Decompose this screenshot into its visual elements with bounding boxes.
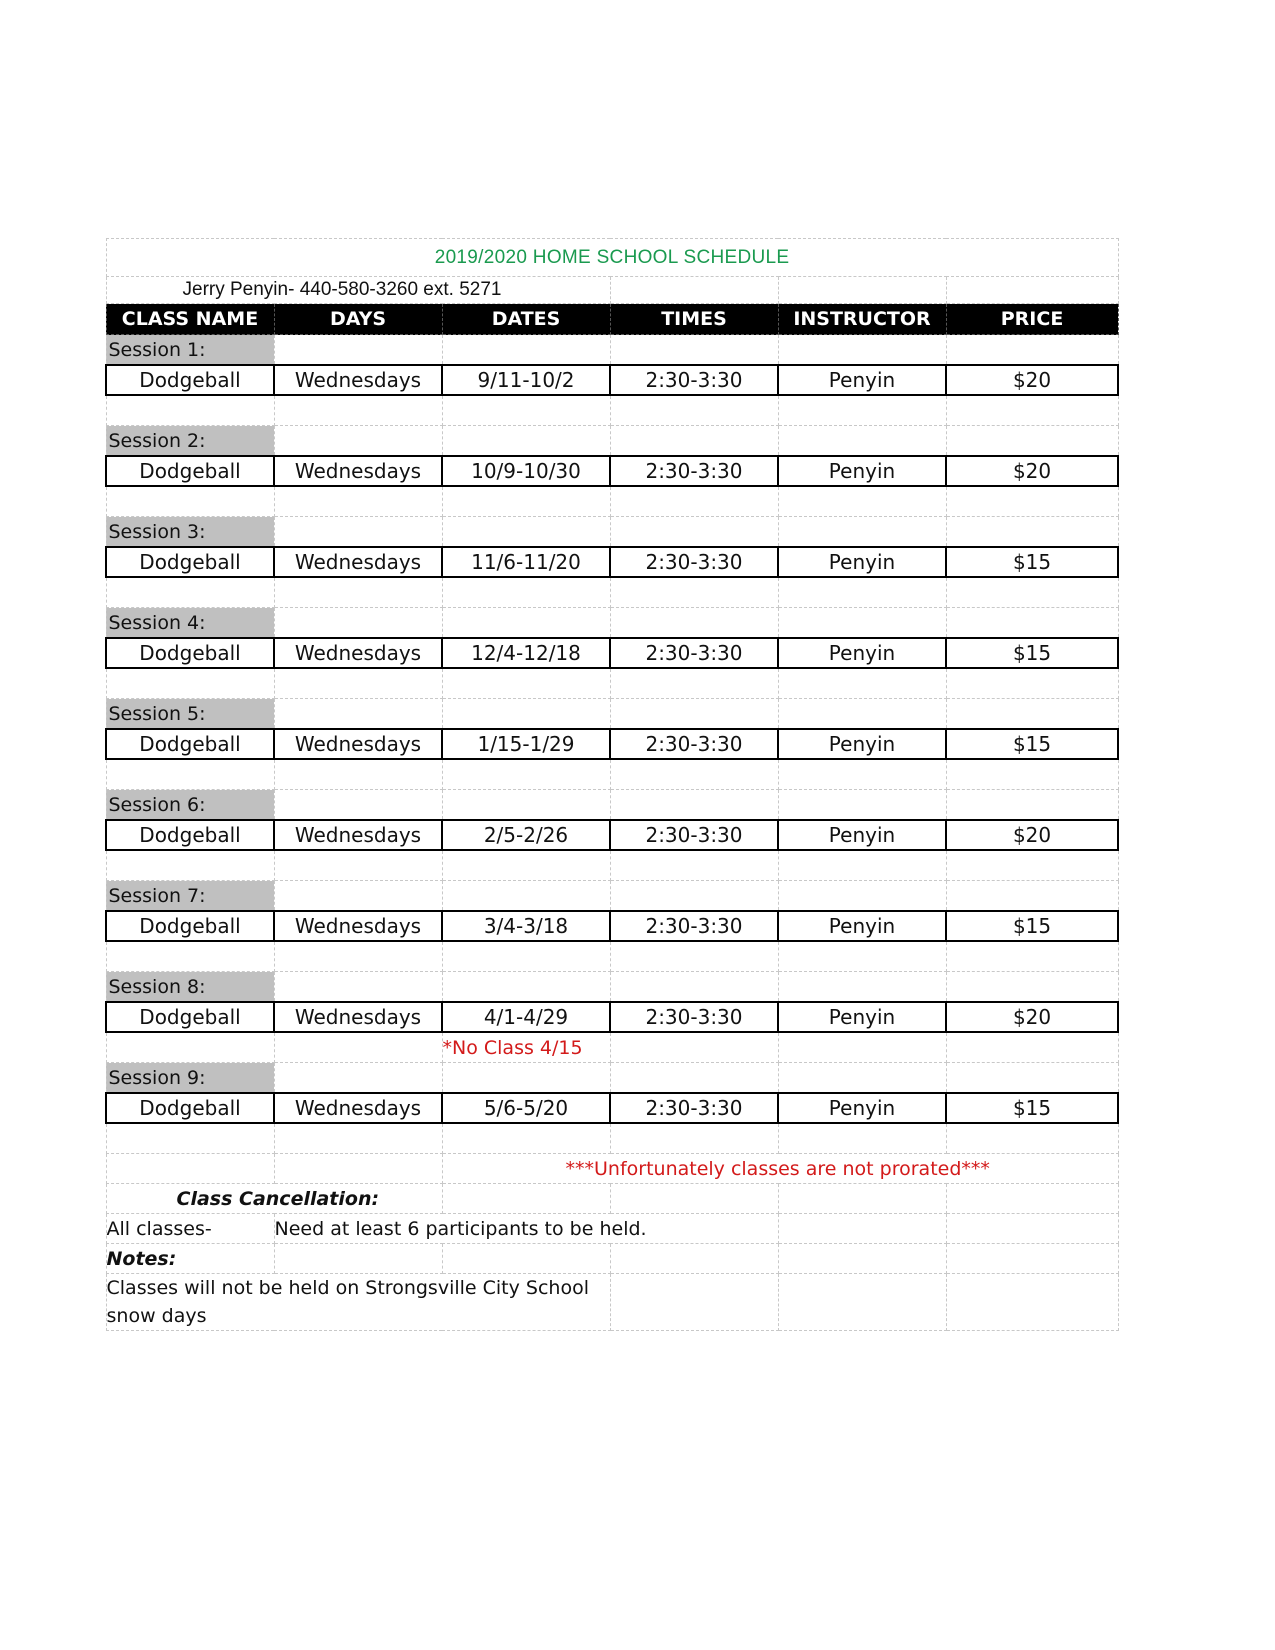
session-label-row — [106, 1063, 1118, 1094]
empty-cell — [442, 1184, 610, 1214]
empty-cell — [610, 941, 778, 972]
empty-cell — [442, 850, 610, 881]
blank-row — [106, 759, 1118, 790]
session-label-row — [106, 608, 1118, 639]
table-row — [106, 1093, 1118, 1123]
empty-cell — [778, 790, 946, 821]
empty-cell — [946, 426, 1118, 457]
session-label-row — [106, 881, 1118, 912]
schedule-table — [105, 238, 1119, 1331]
empty-cell — [778, 277, 946, 304]
empty-cell — [610, 790, 778, 821]
table-row — [106, 547, 1118, 577]
empty-cell — [442, 668, 610, 699]
empty-cell — [610, 395, 778, 426]
empty-cell — [274, 1244, 442, 1274]
empty-cell — [946, 395, 1118, 426]
dates-cell: 12/4-12/18 — [442, 638, 610, 668]
blank-row — [106, 577, 1118, 608]
instructor-cell: Penyin — [778, 911, 946, 941]
empty-cell — [442, 335, 610, 366]
session-label-row — [106, 699, 1118, 730]
days-cell: Wednesdays — [274, 456, 442, 486]
empty-cell — [778, 577, 946, 608]
empty-cell — [946, 790, 1118, 821]
blank-row — [106, 668, 1118, 699]
empty-cell — [106, 395, 274, 426]
schedule-sheet — [105, 238, 1117, 1331]
notes-row — [106, 1274, 1118, 1331]
empty-cell — [778, 881, 946, 912]
session-label: Session 7: — [106, 881, 274, 912]
dates-cell: 11/6-11/20 — [442, 547, 610, 577]
column-header: INSTRUCTOR — [778, 304, 946, 335]
empty-cell — [778, 1214, 946, 1244]
days-cell: Wednesdays — [274, 1002, 442, 1032]
dates-cell: 2/5-2/26 — [442, 820, 610, 850]
empty-cell — [610, 1274, 778, 1331]
notes-text: Classes will not be held on Strongsville City School snow days — [106, 1274, 610, 1331]
price-cell: $15 — [946, 1093, 1118, 1123]
empty-cell — [778, 972, 946, 1003]
empty-cell — [778, 517, 946, 548]
empty-cell — [106, 1123, 274, 1154]
empty-cell — [274, 699, 442, 730]
empty-cell — [442, 1063, 610, 1094]
empty-cell — [946, 759, 1118, 790]
empty-cell — [946, 668, 1118, 699]
empty-cell — [274, 1063, 442, 1094]
empty-cell — [106, 1032, 274, 1063]
empty-cell — [946, 486, 1118, 517]
column-header: DAYS — [274, 304, 442, 335]
empty-cell — [778, 1032, 946, 1063]
empty-cell — [946, 277, 1118, 304]
empty-cell — [610, 972, 778, 1003]
price-cell: $15 — [946, 729, 1118, 759]
empty-cell — [946, 335, 1118, 366]
empty-cell — [778, 426, 946, 457]
empty-cell — [778, 1244, 946, 1274]
empty-cell — [274, 577, 442, 608]
times-cell: 2:30-3:30 — [610, 911, 778, 941]
column-header: CLASS NAME — [106, 304, 274, 335]
empty-cell — [778, 1063, 946, 1094]
empty-cell — [946, 1274, 1118, 1331]
empty-cell — [442, 486, 610, 517]
empty-cell — [610, 1244, 778, 1274]
instructor-cell: Penyin — [778, 1093, 946, 1123]
dates-cell: 10/9-10/30 — [442, 456, 610, 486]
empty-cell — [274, 335, 442, 366]
notes-heading: Notes: — [106, 1244, 274, 1274]
empty-cell — [778, 668, 946, 699]
class-name-cell: Dodgeball — [106, 547, 274, 577]
table-row — [106, 729, 1118, 759]
empty-cell — [610, 335, 778, 366]
empty-cell — [106, 577, 274, 608]
times-cell: 2:30-3:30 — [610, 820, 778, 850]
empty-cell — [106, 1154, 274, 1184]
page-title: 2019/2020 HOME SCHOOL SCHEDULE — [106, 239, 1118, 277]
empty-cell — [778, 850, 946, 881]
empty-cell — [778, 395, 946, 426]
days-cell: Wednesdays — [274, 547, 442, 577]
dates-cell: 4/1-4/29 — [442, 1002, 610, 1032]
class-name-cell: Dodgeball — [106, 820, 274, 850]
blank-row — [106, 941, 1118, 972]
empty-cell — [274, 759, 442, 790]
days-cell: Wednesdays — [274, 729, 442, 759]
column-header: PRICE — [946, 304, 1118, 335]
session-label: Session 1: — [106, 335, 274, 366]
empty-cell — [274, 972, 442, 1003]
empty-cell — [946, 1123, 1118, 1154]
contact-row — [106, 277, 1118, 304]
empty-cell — [274, 517, 442, 548]
cancellation-text: Need at least 6 participants to be held. — [274, 1214, 778, 1244]
price-cell: $15 — [946, 911, 1118, 941]
table-row — [106, 911, 1118, 941]
session-label-row — [106, 790, 1118, 821]
price-cell: $20 — [946, 365, 1118, 395]
times-cell: 2:30-3:30 — [610, 547, 778, 577]
empty-cell — [946, 1214, 1118, 1244]
cancellation-label: All classes- — [106, 1214, 274, 1244]
price-cell: $20 — [946, 1002, 1118, 1032]
blank-row — [106, 486, 1118, 517]
instructor-cell: Penyin — [778, 547, 946, 577]
session-label: Session 2: — [106, 426, 274, 457]
empty-cell — [610, 1123, 778, 1154]
session-label-row — [106, 517, 1118, 548]
empty-cell — [274, 850, 442, 881]
session-note: *No Class 4/15 — [442, 1032, 610, 1063]
table-row — [106, 365, 1118, 395]
table-row — [106, 820, 1118, 850]
empty-cell — [778, 1123, 946, 1154]
cancellation-row — [106, 1214, 1118, 1244]
notes-heading-row — [106, 1244, 1118, 1274]
times-cell: 2:30-3:30 — [610, 1093, 778, 1123]
empty-cell — [946, 881, 1118, 912]
class-name-cell: Dodgeball — [106, 456, 274, 486]
empty-cell — [610, 577, 778, 608]
empty-cell — [778, 759, 946, 790]
empty-cell — [946, 1063, 1118, 1094]
empty-cell — [778, 335, 946, 366]
class-name-cell: Dodgeball — [106, 1093, 274, 1123]
session-label: Session 9: — [106, 1063, 274, 1094]
days-cell: Wednesdays — [274, 820, 442, 850]
blank-row — [106, 850, 1118, 881]
price-cell: $20 — [946, 820, 1118, 850]
empty-cell — [610, 608, 778, 639]
class-name-cell: Dodgeball — [106, 1002, 274, 1032]
days-cell: Wednesdays — [274, 638, 442, 668]
empty-cell — [610, 277, 778, 304]
empty-cell — [946, 517, 1118, 548]
empty-cell — [610, 1063, 778, 1094]
price-cell: $15 — [946, 547, 1118, 577]
days-cell: Wednesdays — [274, 1093, 442, 1123]
instructor-cell: Penyin — [778, 456, 946, 486]
empty-cell — [946, 608, 1118, 639]
table-row — [106, 456, 1118, 486]
empty-cell — [610, 486, 778, 517]
empty-cell — [274, 486, 442, 517]
table-row — [106, 1002, 1118, 1032]
cancellation-heading: Class Cancellation: — [106, 1184, 442, 1214]
class-name-cell: Dodgeball — [106, 638, 274, 668]
session-label: Session 5: — [106, 699, 274, 730]
empty-cell — [946, 699, 1118, 730]
empty-cell — [610, 1032, 778, 1063]
empty-cell — [442, 881, 610, 912]
empty-cell — [610, 759, 778, 790]
session-label: Session 8: — [106, 972, 274, 1003]
empty-cell — [610, 1184, 778, 1214]
session-label-row — [106, 426, 1118, 457]
dates-cell: 1/15-1/29 — [442, 729, 610, 759]
empty-cell — [106, 941, 274, 972]
empty-cell — [946, 850, 1118, 881]
empty-cell — [106, 850, 274, 881]
empty-cell — [106, 759, 274, 790]
empty-cell — [778, 941, 946, 972]
empty-cell — [610, 881, 778, 912]
note-row — [106, 1032, 1118, 1063]
times-cell: 2:30-3:30 — [610, 456, 778, 486]
header-row — [106, 304, 1118, 335]
column-header: DATES — [442, 304, 610, 335]
session-label-row — [106, 972, 1118, 1003]
empty-cell — [442, 1244, 610, 1274]
class-name-cell: Dodgeball — [106, 911, 274, 941]
column-header: TIMES — [610, 304, 778, 335]
empty-cell — [946, 1244, 1118, 1274]
empty-cell — [442, 1123, 610, 1154]
title-row — [106, 239, 1118, 277]
cancellation-heading-row — [106, 1184, 1118, 1214]
instructor-cell: Penyin — [778, 365, 946, 395]
times-cell: 2:30-3:30 — [610, 729, 778, 759]
empty-cell — [442, 517, 610, 548]
empty-cell — [946, 941, 1118, 972]
price-cell: $15 — [946, 638, 1118, 668]
dates-cell: 9/11-10/2 — [442, 365, 610, 395]
empty-cell — [442, 941, 610, 972]
table-row — [106, 638, 1118, 668]
days-cell: Wednesdays — [274, 365, 442, 395]
class-name-cell: Dodgeball — [106, 365, 274, 395]
times-cell: 2:30-3:30 — [610, 638, 778, 668]
empty-cell — [274, 1154, 442, 1184]
empty-cell — [946, 1032, 1118, 1063]
empty-cell — [442, 608, 610, 639]
instructor-cell: Penyin — [778, 729, 946, 759]
empty-cell — [442, 972, 610, 1003]
empty-cell — [274, 941, 442, 972]
empty-cell — [610, 699, 778, 730]
blank-row — [106, 1123, 1118, 1154]
empty-cell — [610, 517, 778, 548]
instructor-cell: Penyin — [778, 638, 946, 668]
session-label: Session 6: — [106, 790, 274, 821]
blank-row — [106, 395, 1118, 426]
empty-cell — [778, 608, 946, 639]
days-cell: Wednesdays — [274, 911, 442, 941]
empty-cell — [442, 426, 610, 457]
empty-cell — [778, 699, 946, 730]
empty-cell — [946, 972, 1118, 1003]
empty-cell — [274, 1123, 442, 1154]
empty-cell — [274, 881, 442, 912]
session-label: Session 4: — [106, 608, 274, 639]
empty-cell — [610, 668, 778, 699]
empty-cell — [442, 395, 610, 426]
empty-cell — [274, 1032, 442, 1063]
times-cell: 2:30-3:30 — [610, 1002, 778, 1032]
empty-cell — [610, 426, 778, 457]
empty-cell — [442, 759, 610, 790]
empty-cell — [778, 486, 946, 517]
contact-info: Jerry Penyin- 440-580-3260 ext. 5271 — [106, 277, 610, 304]
empty-cell — [274, 426, 442, 457]
price-cell: $20 — [946, 456, 1118, 486]
instructor-cell: Penyin — [778, 1002, 946, 1032]
session-label: Session 3: — [106, 517, 274, 548]
empty-cell — [946, 577, 1118, 608]
empty-cell — [274, 790, 442, 821]
instructor-cell: Penyin — [778, 820, 946, 850]
dates-cell: 5/6-5/20 — [442, 1093, 610, 1123]
class-name-cell: Dodgeball — [106, 729, 274, 759]
empty-cell — [778, 1184, 946, 1214]
dates-cell: 3/4-3/18 — [442, 911, 610, 941]
empty-cell — [442, 699, 610, 730]
empty-cell — [442, 790, 610, 821]
empty-cell — [610, 850, 778, 881]
empty-cell — [274, 395, 442, 426]
prorate-notice: ***Unfortunately classes are not prorated*** — [442, 1154, 1118, 1184]
empty-cell — [106, 486, 274, 517]
empty-cell — [106, 668, 274, 699]
times-cell: 2:30-3:30 — [610, 365, 778, 395]
empty-cell — [778, 1274, 946, 1331]
session-label-row — [106, 335, 1118, 366]
prorate-row — [106, 1154, 1118, 1184]
empty-cell — [946, 1184, 1118, 1214]
empty-cell — [274, 668, 442, 699]
empty-cell — [442, 577, 610, 608]
empty-cell — [274, 608, 442, 639]
